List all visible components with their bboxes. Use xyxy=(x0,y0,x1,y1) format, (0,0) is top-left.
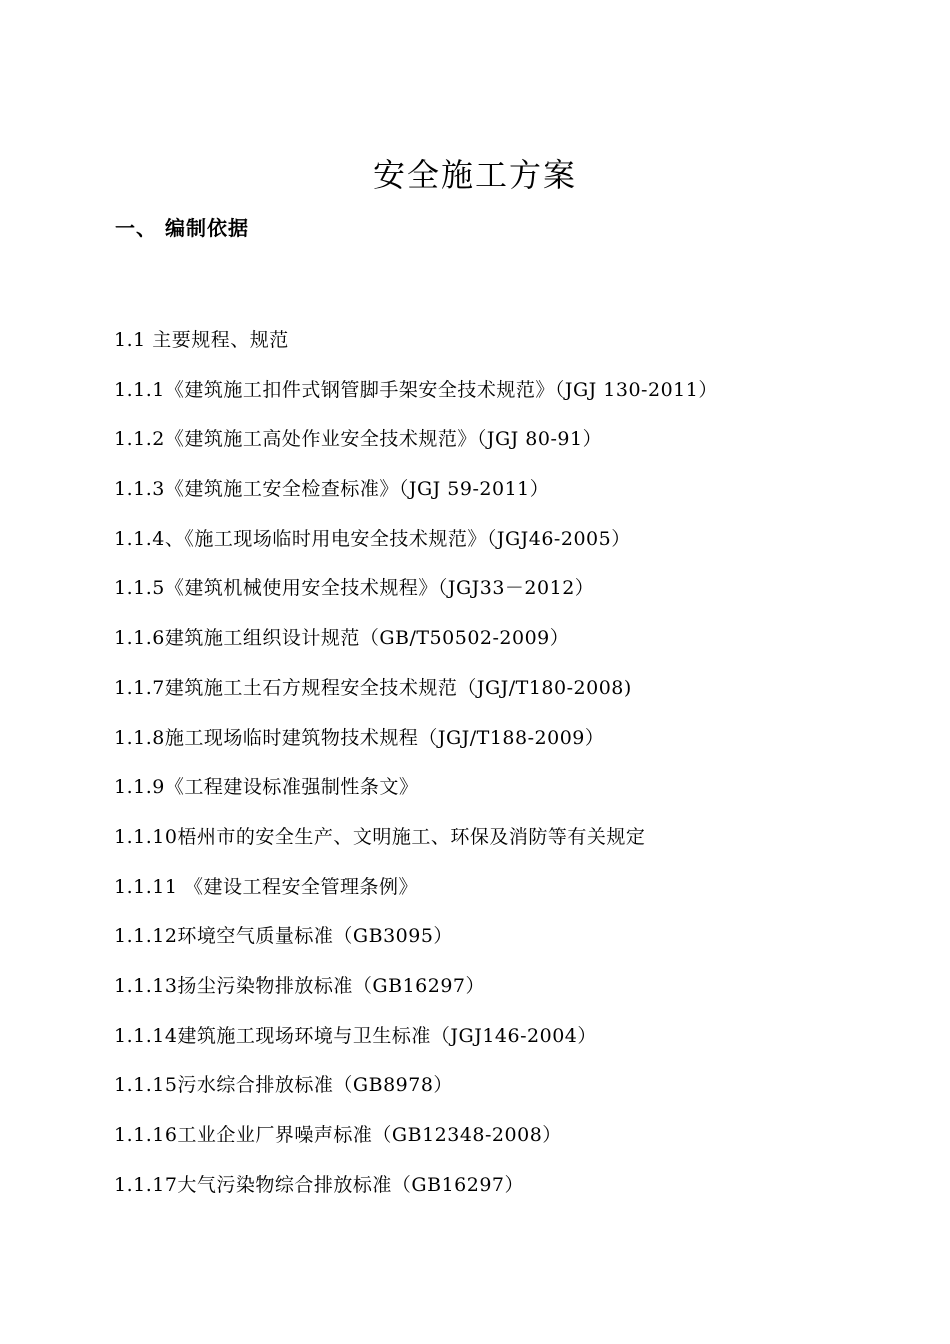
list-item: 1.1.4、《施工现场临时用电安全技术规范》（JGJ46-2005） xyxy=(114,527,631,550)
list-item: 1.1.2《建筑施工高处作业安全技术规范》（JGJ 80-91） xyxy=(114,428,603,451)
list-item: 1.1.6建筑施工组织设计规范（GB/T50502-2009） xyxy=(114,627,570,650)
list-item: 1.1.17大气污染物综合排放标准（GB16297） xyxy=(114,1173,525,1196)
list-item: 1.1.14建筑施工现场环境与卫生标准（JGJ146-2004） xyxy=(114,1024,597,1047)
list-item: 1.1.7建筑施工土石方规程安全技术规范（JGJ/T180-2008) xyxy=(114,676,632,699)
list-item: 1.1.8施工现场临时建筑物技术规程（JGJ/T188-2009） xyxy=(114,726,605,749)
list-item: 1.1.16工业企业厂界噪声标准（GB12348-2008） xyxy=(114,1124,562,1146)
list-item: 1.1.10梧州市的安全生产、文明施工、环保及消防等有关规定 xyxy=(114,825,646,848)
list-item: 1.1.11 《建设工程安全管理条例》 xyxy=(114,875,418,898)
page-title: 安全施工方案 xyxy=(372,156,577,195)
regulation-list xyxy=(114,324,718,1218)
list-item: 1.1.3《建筑施工安全检查标准》（JGJ 59-2011） xyxy=(114,478,550,501)
list-item: 1.1.5《建筑机械使用安全技术规程》（JGJ33－2012） xyxy=(114,577,595,600)
list-item: 1.1.15污水综合排放标准（GB8978） xyxy=(114,1074,453,1097)
list-item: 1.1.13扬尘污染物排放标准（GB16297） xyxy=(114,974,486,997)
list-item: 1.1.1《建筑施工扣件式钢管脚手架安全技术规范》（JGJ 130-2011） xyxy=(114,378,718,401)
list-item: 1.1.12环境空气质量标准（GB3095） xyxy=(114,925,453,948)
list-item: 1.1.9《工程建设标准强制性条文》 xyxy=(114,776,419,799)
section-heading: 一、 编制依据 xyxy=(115,216,249,240)
list-item: 1.1 主要规程、规范 xyxy=(114,329,289,351)
